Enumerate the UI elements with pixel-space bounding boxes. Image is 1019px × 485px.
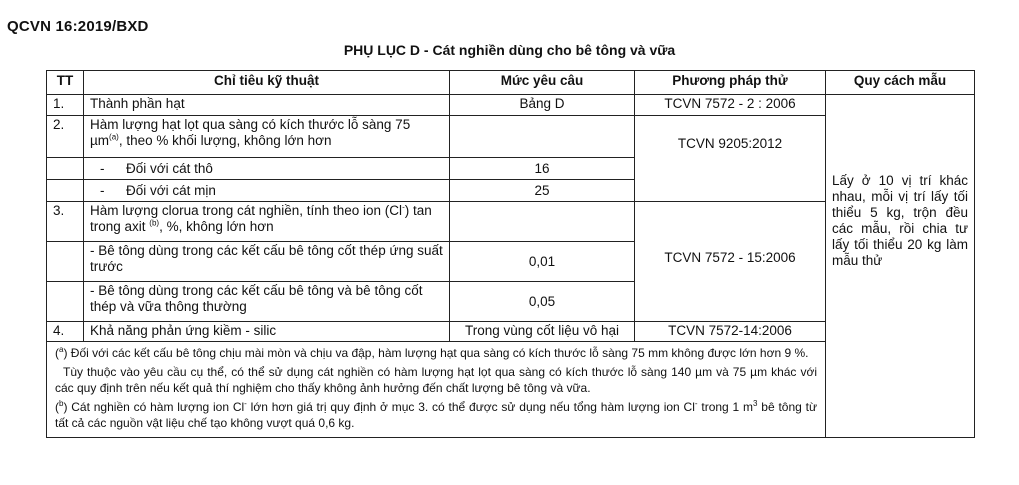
note-a bbox=[55, 345, 817, 361]
sample-spec-cell: Lấy ở 10 vị trí khác nhau, mỗi vị trí lấy tối thiểu 5 kg, trộn đều các mẫu, rồi chia tư lấy tối thiểu 20 kg làm mẫu thử bbox=[826, 95, 975, 438]
table-row bbox=[47, 95, 975, 116]
indicator-text: , theo % khối lượng, không lớn hơn bbox=[118, 133, 332, 148]
indicator-text: Hàm lượng hạt lọt qua sàng có kích thước lỗ sàng 75 µm bbox=[90, 117, 411, 148]
header-tt: TT bbox=[47, 71, 84, 95]
row-number bbox=[47, 282, 84, 322]
indicator-cell bbox=[84, 116, 450, 158]
specification-table bbox=[46, 70, 975, 438]
requirement-cell: Trong vùng cốt liệu vô hại bbox=[450, 322, 635, 342]
note-text: ) Cát nghiền có hàm lượng ion Cl bbox=[63, 400, 245, 414]
row-number: 4. bbox=[47, 322, 84, 342]
row-number: 2. bbox=[47, 116, 84, 158]
requirement-cell: 0,01 bbox=[450, 242, 635, 282]
note-paren: ( bbox=[55, 400, 59, 414]
row-number bbox=[47, 180, 84, 202]
appendix-title: PHỤ LỤC D - Cát nghiền dùng cho bê tông và vữa bbox=[343, 42, 676, 58]
sub-indicator-label: Đối với cát mịn bbox=[126, 182, 216, 198]
note-text: bê tông từ tất cả các nguồn vật liệu chế tạo không vượt quá 0,6 kg. bbox=[55, 400, 818, 430]
requirement-cell: Bảng D bbox=[450, 95, 635, 116]
note-text: ) Đối với các kết cấu bê tông chịu mài mòn và chịu va đập, hàm lượng hạt qua sàng có kích thước lỗ sàng 75 mm không được lớn hơn 9 %. bbox=[63, 346, 809, 360]
note-general: Tùy thuộc vào yêu cầu cụ thể, có thể sử dụng cát nghiền có hàm lượng hạt lọt qua sàng có kích thước lỗ sàng 140 µm và 75 µm khác với các quy định trên nếu kết quả thí nghiệm cho thấy không ảnh hưởng đến chất lượng bê tông và vữa. bbox=[55, 365, 817, 395]
note-text: trong 1 m bbox=[697, 400, 754, 414]
requirement-cell: 16 bbox=[450, 158, 635, 180]
indicator-cell bbox=[84, 202, 450, 242]
method-cell: TCVN 7572-14:2006 bbox=[635, 322, 826, 342]
superscript-minus: - bbox=[402, 202, 405, 212]
header-indicator: Chỉ tiêu kỹ thuật bbox=[84, 71, 450, 95]
row-number bbox=[47, 242, 84, 282]
method-cell: TCVN 7572 - 2 : 2006 bbox=[635, 95, 826, 116]
method-cell: TCVN 7572 - 15:2006 bbox=[635, 202, 826, 322]
sub-indicator-cell bbox=[84, 180, 450, 202]
dash: - bbox=[100, 182, 105, 198]
dash: - bbox=[100, 160, 105, 176]
sub-indicator-label: Đối với cát thô bbox=[126, 160, 213, 176]
requirement-cell bbox=[450, 116, 635, 158]
superscript-minus: - bbox=[694, 399, 698, 408]
header-method: Phương pháp thử bbox=[635, 71, 826, 95]
indicator-text: ) tan trong axit bbox=[90, 203, 432, 234]
footnote-mark-b: (b) bbox=[149, 218, 160, 228]
note-text: lớn hơn giá trị quy định ở mục 3. có thể được sử dụng nếu tổng hàm lượng ion Cl bbox=[246, 400, 695, 414]
requirement-cell bbox=[450, 202, 635, 242]
indicator-cell: Khả năng phản ứng kiềm - silic bbox=[84, 322, 450, 342]
indicator-text: , %, không lớn hơn bbox=[159, 219, 274, 234]
sub-indicator-cell: - Bê tông dùng trong các kết cấu bê tông và bê tông cốt thép và vữa thông thường bbox=[84, 282, 450, 322]
method-cell: TCVN 9205:2012 bbox=[635, 116, 826, 202]
note-mark-b: b bbox=[59, 399, 64, 408]
note-mark-a: a bbox=[59, 345, 64, 354]
note-b bbox=[55, 399, 817, 431]
note-paren: ( bbox=[55, 346, 59, 360]
header-requirement: Mức yêu câu bbox=[450, 71, 635, 95]
document-code: QCVN 16:2019/BXD bbox=[7, 18, 149, 35]
requirement-cell: 0,05 bbox=[450, 282, 635, 322]
row-number: 3. bbox=[47, 202, 84, 242]
footnote-mark-a: (a) bbox=[109, 132, 119, 142]
superscript-minus: - bbox=[244, 399, 247, 408]
indicator-text: Hàm lượng clorua trong cát nghiền, tính theo ion (Cl bbox=[90, 203, 403, 218]
table-header-row bbox=[47, 71, 975, 95]
indicator-cell: Thành phần hạt bbox=[84, 95, 450, 116]
superscript-three: 3 bbox=[753, 399, 758, 408]
row-number: 1. bbox=[47, 95, 84, 116]
sub-indicator-cell: - Bê tông dùng trong các kết cấu bê tông cốt thép ứng suất trước bbox=[84, 242, 450, 282]
sub-indicator-cell bbox=[84, 158, 450, 180]
notes-cell bbox=[47, 342, 826, 438]
row-number bbox=[47, 158, 84, 180]
requirement-cell: 25 bbox=[450, 180, 635, 202]
header-sample: Quy cách mẫu bbox=[826, 71, 975, 95]
